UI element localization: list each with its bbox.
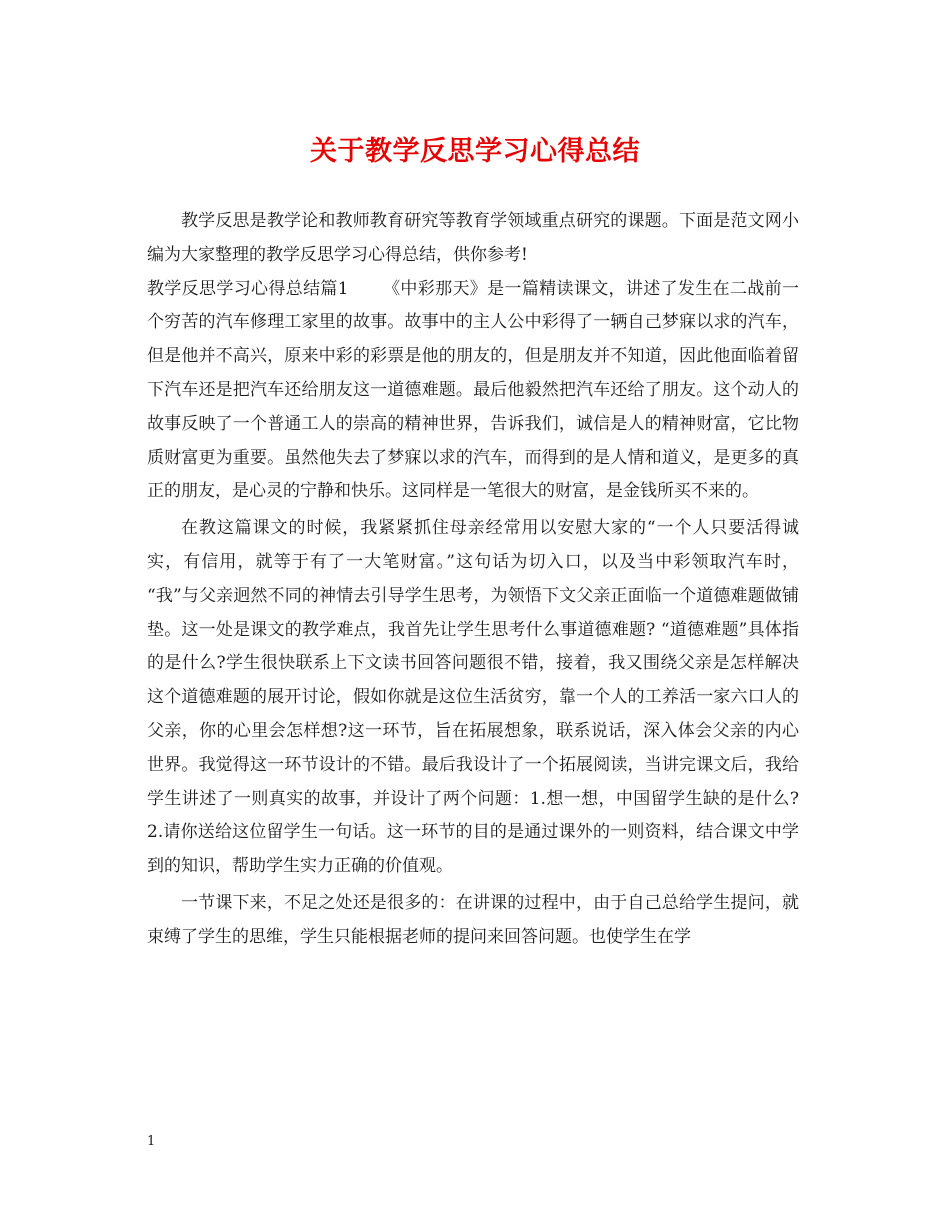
document-body [147, 205, 799, 955]
section-1-text: 《中彩那天》是一篇精读课文，讲述了发生在二战前一个穷苦的汽车修理工家里的故事。故事中的主人公中彩得了一辆自己梦寐以求的汽车，但是他并不高兴，原来中彩的彩票是他的朋友的，但是朋友并不知道，因此他面临着留下汽车还是把汽车还给朋友这一道德难题。最后他毅然把汽车还给了朋友。这个动人的故事反映了一个普通工人的崇高的精神世界，告诉我们，诚信是人的精神财富，它比物质财富更为重要。虽然他失去了梦寐以求的汽车，而得到的是人情和道义，是更多的真正的朋友，是心灵的宁静和快乐。这同样是一笔很大的财富，是金钱所买不来的。 [147, 278, 799, 502]
document-title: 关于教学反思学习心得总结 [310, 136, 640, 167]
page-number: 1 [147, 1134, 156, 1149]
body-paragraph-2: 在教这篇课文的时候，我紧紧抓住母亲经常用以安慰大家的“一个人只要活得诚实，有信用，就等于有了一大笔财富。”这句话为切入口，以及当中彩领取汽车时， “我”与父亲迥然不同的神情去引导学生思考，为领悟下文父亲正面临一个道德难题做铺垫。这一处是课文的教学难点，我首先让学生思考什么事道德难题? “道德难题”具体指的是什么?学生很快联系上下文读书回答问题很不错，接着，我又围绕父亲是怎样解决这个道德难题的展开讨论，假如你就是这位生活贫穷，靠一个人的工养活一家六口人的父亲，你的心里会怎样想?这一环节，旨在拓展想象，联系说话，深入体会父亲的内心世界。我觉得这一环节设计的不错。最后我设计了一个拓展阅读，当讲完课文后，我给学生讲述了一则真实的故事，并设计了两个问题：1.想一想，中国留学生缺的是什么?2.请你送给这位留学生一句话。这一环节的目的是通过课外的一则资料，结合课文中学到的知识，帮助学生实力正确的价值观。 [147, 518, 799, 877]
section-1-paragraph [147, 273, 799, 510]
section-1-heading: 教学反思学习心得总结篇1 [147, 278, 349, 299]
body-paragraph-3: 一节课下来，不足之处还是很多的：在讲课的过程中，由于自己总给学生提问，就束缚了学生的思维，学生只能根据老师的提问来回答问题。也使学生在学 [147, 892, 799, 947]
intro-paragraph: 教学反思是教学论和教师教育研究等教育学领域重点研究的课题。下面是范文网小编为大家整理的教学反思学习心得总结，供你参考! [147, 211, 799, 265]
